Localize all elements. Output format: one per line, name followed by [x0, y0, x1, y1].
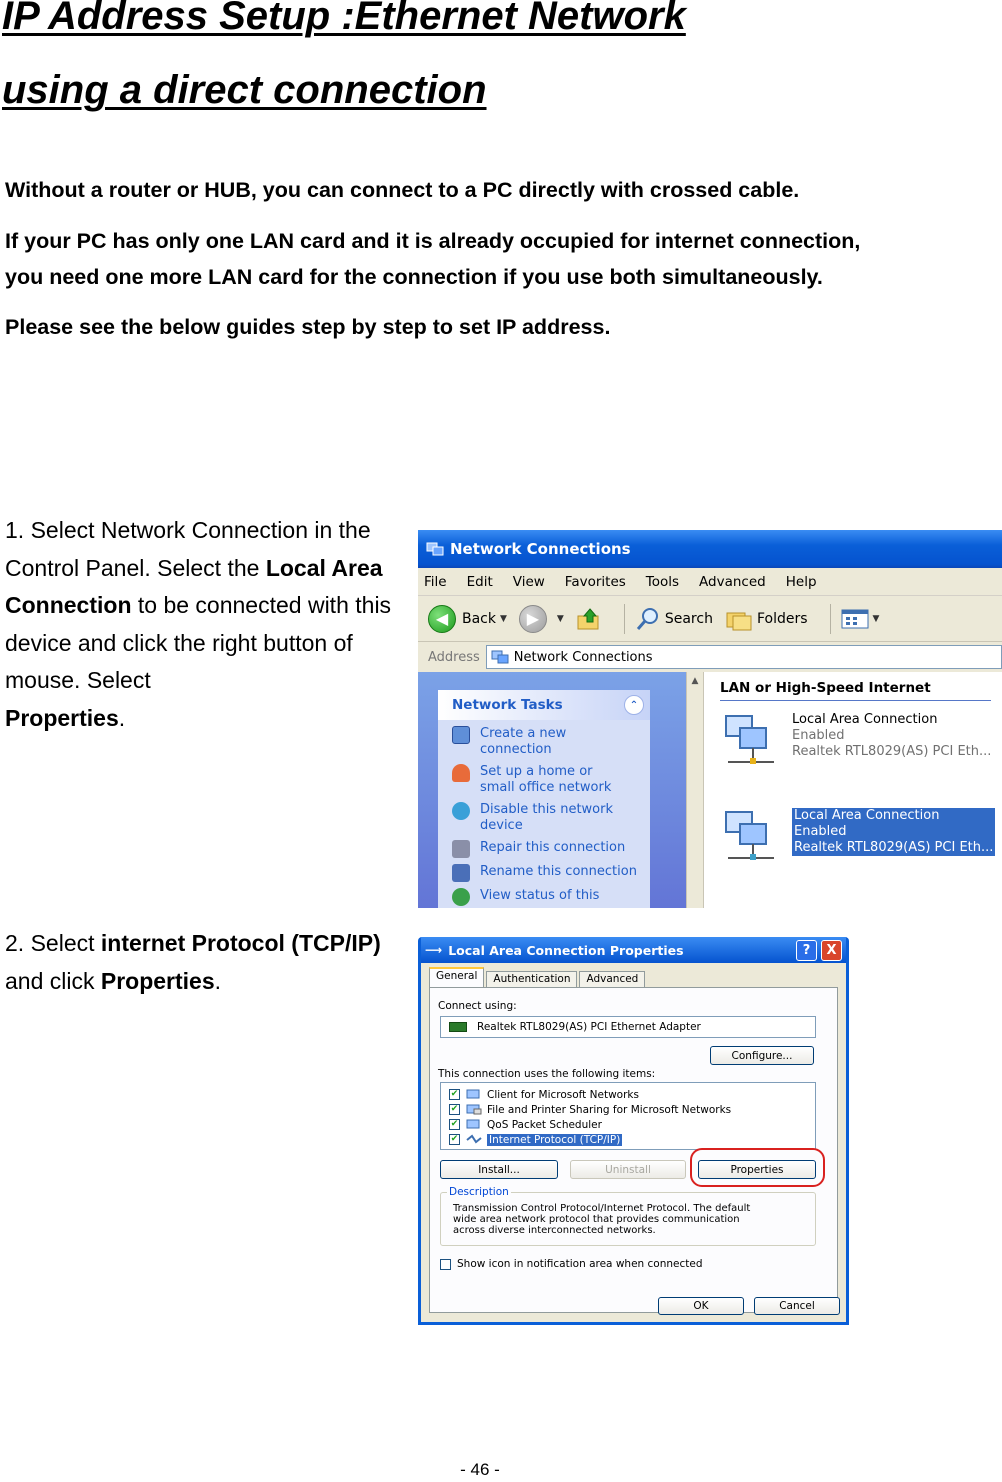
connection-item-2-selected[interactable] — [722, 808, 995, 864]
network-connections-window — [418, 530, 1002, 908]
collapse-chevron-icon[interactable]: ⌃ — [624, 695, 644, 715]
search-label: Search — [664, 610, 713, 627]
up-folder-icon — [576, 607, 602, 631]
sharing-icon — [466, 1104, 482, 1115]
task-create-connection[interactable] — [438, 720, 650, 758]
task-disable-device[interactable] — [438, 796, 650, 834]
pane-scroll-up[interactable]: ▲ — [686, 672, 704, 908]
dialog-title: Local Area Connection Properties — [448, 942, 684, 958]
step-2-instructions — [5, 925, 400, 1000]
task-rename-connection[interactable] — [438, 858, 650, 882]
list-item-file-printer-sharing[interactable] — [449, 1102, 815, 1117]
connect-using-label: Connect using: — [438, 1000, 517, 1012]
menu-file[interactable]: File — [424, 573, 447, 590]
network-tasks-panel — [438, 690, 650, 908]
client-icon — [466, 1089, 482, 1100]
network-plug-icon: ⟶ — [425, 943, 443, 957]
item-label: File and Printer Sharing for Microsoft Networks — [487, 1103, 732, 1116]
folders-label: Folders — [756, 610, 808, 627]
address-network-icon — [491, 649, 509, 665]
views-icon — [841, 608, 869, 630]
connection-text — [792, 712, 991, 760]
task-label: Create a new connection — [480, 726, 567, 757]
intro-paragraph-2a: If your PC has only one LAN card and it is already occupied for internet connection, — [5, 229, 861, 253]
step2-bold-properties: Properties — [100, 967, 215, 994]
uninstall-button: Uninstall — [570, 1160, 686, 1179]
intro-paragraph-1: Without a router or HUB, you can connect to a PC directly with crossed cable. — [5, 178, 800, 202]
nc-addressbar — [418, 642, 1002, 672]
components-list — [440, 1082, 816, 1150]
install-button[interactable]: Install... — [440, 1160, 558, 1179]
menu-favorites[interactable]: Favorites — [564, 573, 626, 590]
ok-button[interactable]: OK — [658, 1297, 744, 1315]
configure-button[interactable]: Configure... — [710, 1046, 814, 1065]
nc-content — [418, 672, 1002, 908]
checkbox-checked[interactable]: ✔ — [450, 1134, 459, 1144]
nc-title: Network Connections — [450, 540, 631, 558]
task-label: Set up a home or small office network — [480, 764, 612, 795]
network-connections-icon — [426, 541, 444, 557]
network-tasks-header[interactable] — [438, 690, 650, 720]
search-icon — [635, 606, 661, 632]
nc-left-pane — [418, 672, 686, 908]
menu-help[interactable]: Help — [785, 573, 817, 590]
show-icon-option[interactable] — [440, 1258, 703, 1270]
nc-titlebar[interactable] — [418, 530, 1002, 568]
page-title-line-2: using a direct connection — [2, 68, 487, 112]
repair-icon — [452, 840, 470, 858]
address-value: Network Connections — [513, 649, 653, 665]
step1-text-b: to be connected with this device and click the right button of mouse. Select — [5, 592, 392, 693]
menu-advanced[interactable]: Advanced — [699, 573, 766, 590]
adapter-field — [440, 1016, 816, 1038]
cancel-button[interactable]: Cancel — [754, 1297, 840, 1315]
menu-view[interactable]: View — [512, 573, 545, 590]
qos-icon — [466, 1119, 482, 1130]
dialog-tabs — [429, 967, 838, 987]
nc-menubar — [418, 568, 1002, 596]
description-line: wide area network protocol that provides communication — [453, 1214, 740, 1225]
items-label: This connection uses the following items: — [438, 1068, 656, 1080]
back-label: Back — [462, 610, 496, 627]
toolbar-separator-2 — [830, 604, 831, 634]
connection-text — [792, 808, 995, 856]
address-field[interactable] — [486, 645, 1002, 669]
network-tasks-title: Network Tasks — [452, 697, 563, 713]
description-text — [441, 1193, 815, 1236]
tab-advanced[interactable]: Advanced — [579, 971, 645, 987]
back-button[interactable] — [428, 605, 507, 633]
back-arrow-icon: ◀ — [428, 605, 456, 633]
network-adapter-icon — [449, 1022, 467, 1032]
folders-button[interactable] — [725, 607, 808, 631]
step2-text-c: . — [214, 967, 222, 994]
address-label: Address — [428, 649, 480, 665]
menu-edit[interactable]: Edit — [466, 573, 493, 590]
show-icon-label: Show icon in notification area when connected — [457, 1258, 703, 1270]
description-line: across diverse interconnected networks. — [453, 1225, 656, 1236]
task-repair-connection[interactable] — [438, 834, 650, 858]
rename-icon — [452, 864, 470, 882]
list-item-qos[interactable] — [449, 1117, 815, 1132]
tab-general[interactable]: General — [429, 967, 484, 987]
list-item-tcpip-selected[interactable] — [449, 1132, 815, 1147]
description-label: Description — [449, 1186, 509, 1198]
step-1-instructions — [5, 512, 400, 737]
connection-status: Enabled — [792, 728, 845, 743]
connection-adapter: Realtek RTL8029(AS) PCI Eth... — [794, 840, 994, 855]
forward-arrow-icon: ▶ — [519, 605, 547, 633]
checkbox-checked[interactable]: ✔ — [450, 1089, 459, 1099]
highlight-ring — [690, 1148, 825, 1187]
lan-connection-icon — [722, 712, 776, 768]
back-dropdown-icon[interactable]: ▼ — [500, 613, 507, 624]
protocol-icon — [466, 1134, 482, 1145]
up-folder-button[interactable] — [576, 607, 602, 631]
step1-text-a: 1. Select Network Connection in the Control Panel. Select the — [5, 517, 371, 581]
item-label: Client for Microsoft Networks — [487, 1088, 639, 1101]
intro-paragraph-2b: you need one more LAN card for the connection if you use both simultaneously. — [5, 265, 823, 289]
checkbox-unchecked[interactable] — [440, 1259, 451, 1270]
general-tab-panel — [429, 987, 838, 1313]
task-label: View status of this — [480, 888, 600, 903]
task-label: Rename this connection — [480, 864, 637, 879]
close-button[interactable]: X — [821, 940, 842, 961]
step2-bold-internet-protocol: internet Protocol (TCP/IP) — [100, 930, 381, 956]
task-label: Repair this connection — [480, 840, 626, 855]
adapter-name: Realtek RTL8029(AS) PCI Ethernet Adapter — [477, 1021, 701, 1033]
new-connection-icon — [452, 726, 470, 744]
tab-authentication[interactable]: Authentication — [486, 971, 577, 987]
dialog-titlebar[interactable] — [421, 937, 846, 963]
step1-bold-properties: Properties — [5, 704, 119, 731]
properties-button[interactable]: Properties — [698, 1160, 816, 1179]
item-label: Internet Protocol (TCP/IP) — [489, 1133, 621, 1146]
task-view-status[interactable] — [438, 882, 650, 906]
help-button[interactable]: ? — [796, 940, 817, 961]
connection-name: Local Area Connection — [794, 808, 940, 823]
description-line: Transmission Control Protocol/Internet Protocol. The default — [453, 1203, 751, 1214]
connection-item-1[interactable] — [722, 712, 991, 768]
list-item-client[interactable] — [449, 1087, 815, 1102]
disable-device-icon — [452, 802, 470, 820]
connection-status: Enabled — [794, 824, 847, 839]
home-network-icon — [452, 764, 470, 782]
step2-text-a: 2. Select — [5, 930, 101, 956]
item-label: QoS Packet Scheduler — [487, 1118, 602, 1131]
dialog-body — [421, 963, 846, 1322]
group-header: LAN or High-Speed Internet — [720, 680, 991, 701]
toolbar-separator — [624, 604, 625, 634]
intro-paragraph-3: Please see the below guides step by step to set IP address. — [5, 315, 611, 339]
connection-name: Local Area Connection — [792, 712, 938, 727]
task-home-network[interactable] — [438, 758, 650, 796]
step1-bold-local-area-connection: Local Area Connection — [5, 554, 383, 618]
forward-button[interactable] — [519, 605, 564, 633]
connection-adapter: Realtek RTL8029(AS) PCI Eth... — [792, 744, 992, 759]
lan-properties-dialog — [418, 937, 849, 1325]
view-status-icon — [452, 888, 470, 906]
folders-icon — [725, 607, 753, 631]
checkbox-checked[interactable]: ✔ — [450, 1104, 459, 1114]
forward-dropdown-icon[interactable]: ▼ — [556, 613, 564, 624]
step2-text-b: and click — [5, 967, 101, 994]
search-button[interactable] — [635, 606, 713, 632]
lan-connection-icon — [722, 808, 776, 864]
views-button[interactable] — [841, 608, 880, 630]
views-dropdown-icon[interactable]: ▼ — [872, 613, 880, 624]
nc-right-pane — [704, 672, 1002, 908]
nc-toolbar — [418, 596, 1002, 642]
page-number: - 46 - — [460, 1460, 500, 1479]
step1-text-c: . — [118, 704, 126, 731]
description-group — [440, 1186, 816, 1246]
menu-tools[interactable]: Tools — [645, 573, 680, 590]
task-label: Disable this network device — [480, 802, 614, 833]
page-title-line-1: IP Address Setup :Ethernet Network — [2, 0, 686, 38]
checkbox-checked[interactable]: ✔ — [450, 1119, 459, 1129]
